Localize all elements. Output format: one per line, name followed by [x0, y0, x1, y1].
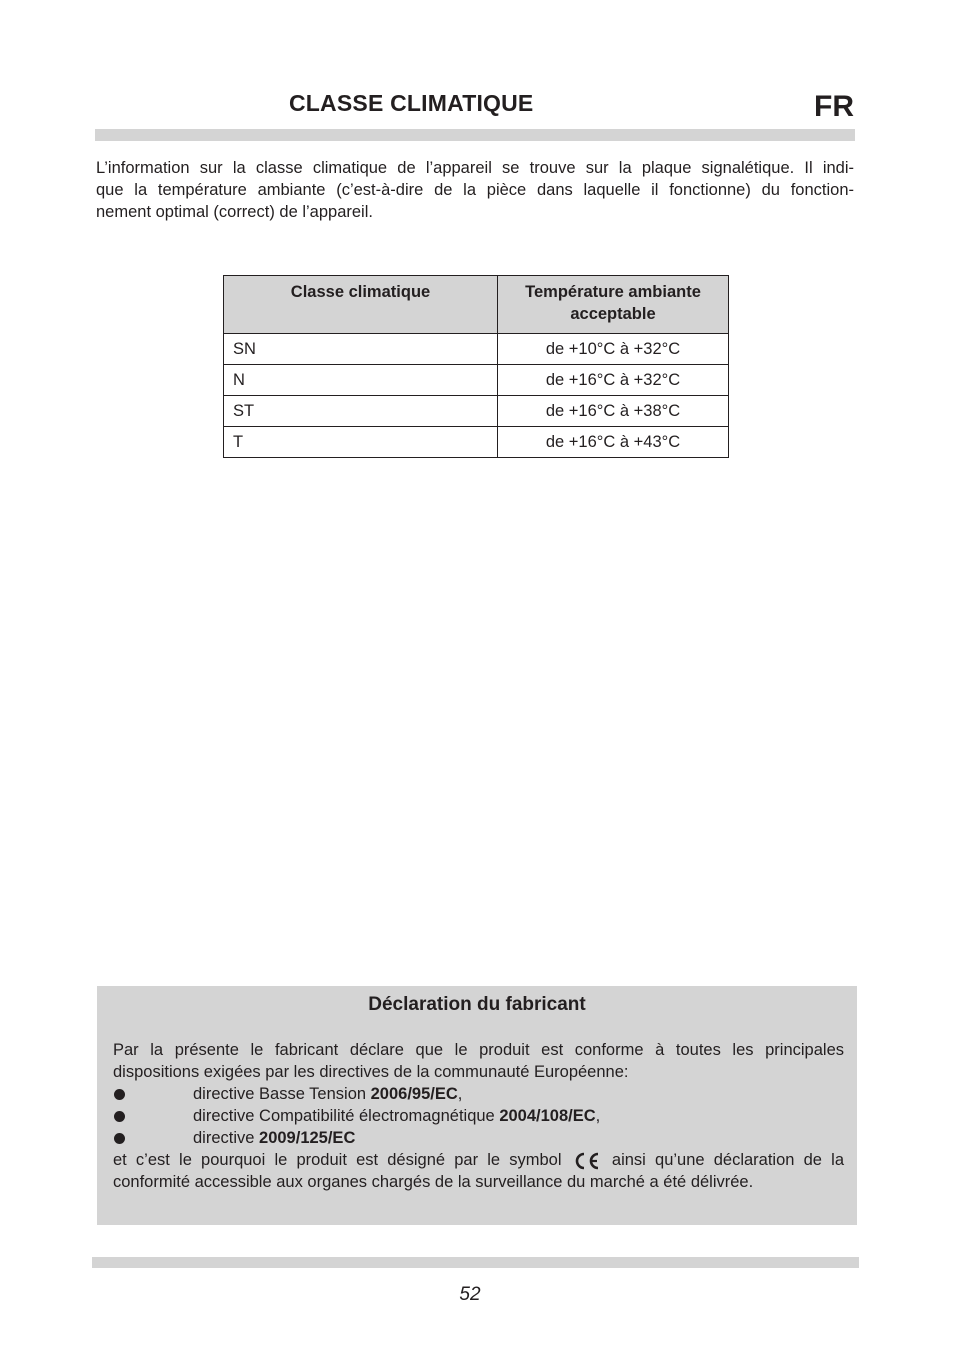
class-cell: SN: [224, 334, 498, 365]
table-row: [224, 334, 729, 365]
declaration-closing-line: et c’est le pourquoi le produit est désigné par le symbol ainsi qu’une déclaration de la: [113, 1151, 844, 1169]
declaration-closing-line: conformité accessible aux organes chargés de la surveillance du marché a été délivrée.: [113, 1173, 754, 1191]
column-header-temperature: Température ambiante acceptable: [498, 276, 729, 334]
table-row: [224, 427, 729, 458]
declaration-body: [113, 1039, 844, 1193]
climate-class-table: [223, 275, 729, 458]
table-header-row: [224, 276, 729, 334]
manufacturer-declaration-box: [97, 986, 857, 1225]
declaration-title: Déclaration du fabricant: [368, 994, 586, 1015]
bullet-icon: [114, 1133, 125, 1144]
bullet-icon: [114, 1089, 125, 1100]
intro-paragraph: [96, 157, 854, 223]
language-code: FR: [814, 90, 854, 123]
directive-code: 2009/125/EC: [259, 1129, 356, 1147]
class-cell: N: [224, 365, 498, 396]
column-header-class: Classe climatique: [224, 276, 498, 334]
intro-line: nement optimal (correct) de l’appareil.: [96, 203, 373, 221]
directive-text: directive Basse Tension 2006/95/EC,: [193, 1085, 463, 1103]
directive-item: [113, 1105, 844, 1127]
temperature-cell: de +16°C à +43°C: [498, 427, 729, 458]
bottom-divider: [92, 1257, 859, 1268]
temperature-cell: de +16°C à +32°C: [498, 365, 729, 396]
class-cell: ST: [224, 396, 498, 427]
directive-text: directive 2009/125/EC: [193, 1129, 356, 1147]
ce-mark-icon: [573, 1151, 601, 1171]
declaration-line: dispositions exigées par les directives de la communauté Européenne:: [113, 1063, 629, 1081]
directive-code: 2004/108/EC: [499, 1107, 596, 1125]
directive-item: [113, 1127, 844, 1149]
top-divider: [95, 129, 855, 141]
bullet-icon: [114, 1111, 125, 1122]
page-number: 52: [459, 1284, 481, 1305]
temperature-cell: de +10°C à +32°C: [498, 334, 729, 365]
page-title: CLASSE CLIMATIQUE: [289, 90, 534, 116]
declaration-line: Par la présente le fabricant déclare que le produit est conforme à toutes les principales: [113, 1041, 844, 1059]
temperature-cell: de +16°C à +38°C: [498, 396, 729, 427]
intro-line: L’information sur la classe climatique de l’appareil se trouve sur la plaque signalétique. Il indi-: [96, 159, 854, 177]
table-row: [224, 365, 729, 396]
directive-text: directive Compatibilité électromagnétique 2004/108/EC,: [193, 1107, 601, 1125]
directive-item: [113, 1083, 844, 1105]
class-cell: T: [224, 427, 498, 458]
intro-line: que la température ambiante (c’est-à-dire de la pièce dans laquelle il fonctionne) du fonction-: [96, 181, 854, 199]
table-row: [224, 396, 729, 427]
directive-code: 2006/95/EC: [370, 1085, 458, 1103]
